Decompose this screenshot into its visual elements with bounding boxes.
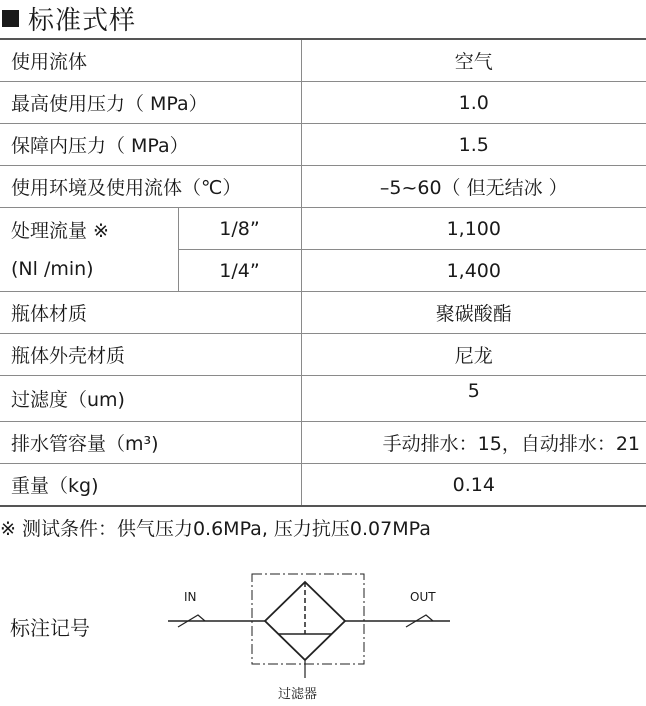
row-value: 1.0 [301, 82, 646, 124]
out-port-label: OUT [410, 590, 436, 604]
row-value: 手动排水：15，自动排水：21 [301, 422, 646, 464]
table-row [0, 376, 646, 422]
row-label: 重量（kg) [0, 464, 301, 507]
in-port-label: IN [184, 590, 197, 604]
row-label: 使用环境及使用流体（℃） [0, 166, 301, 208]
row-value: 5 [301, 376, 646, 422]
flow-label-line2: (Nl /min) [11, 257, 94, 280]
flow-size: 1/8” [178, 208, 301, 250]
table-row [0, 124, 646, 166]
test-condition-note: ※ 测试条件：供气压力0.6MPa, 压力抗压0.07MPa [0, 518, 431, 540]
row-label: 过滤度（um) [0, 376, 301, 422]
flow-label-line1: 处理流量 ※ [11, 219, 109, 242]
flow-label-cell [0, 208, 178, 292]
row-label: 瓶体外壳材质 [0, 334, 301, 376]
table-row [0, 464, 646, 507]
row-value: 聚碳酸酯 [301, 292, 646, 334]
table-row [0, 292, 646, 334]
filter-label: 过滤器 [278, 687, 318, 702]
row-label: 最高使用压力（ MPa） [0, 82, 301, 124]
section-title-text: 标准式样 [28, 5, 137, 36]
symbol-label: 标注记号 [10, 616, 90, 640]
table-row [0, 422, 646, 464]
row-value: 尼龙 [301, 334, 646, 376]
row-label: 排水管容量（m³) [0, 422, 301, 464]
row-value: 0.14 [301, 464, 646, 507]
row-value: 空气 [301, 39, 646, 82]
row-value: 1.5 [301, 124, 646, 166]
table-row [0, 208, 646, 250]
square-bullet-icon [2, 10, 19, 27]
table-row [0, 334, 646, 376]
table-row [0, 82, 646, 124]
spec-table [0, 38, 646, 507]
row-label: 瓶体材质 [0, 292, 301, 334]
flow-value: 1,100 [301, 208, 646, 250]
filter-symbol-icon [160, 568, 460, 684]
row-label: 保障内压力（ MPa） [0, 124, 301, 166]
flow-value: 1,400 [301, 250, 646, 292]
row-label: 使用流体 [0, 39, 301, 82]
row-value: –5~60（ 但无结冰 ） [301, 166, 646, 208]
section-title [0, 0, 136, 36]
table-row [0, 39, 646, 82]
table-row [0, 166, 646, 208]
flow-size: 1/4” [178, 250, 301, 292]
